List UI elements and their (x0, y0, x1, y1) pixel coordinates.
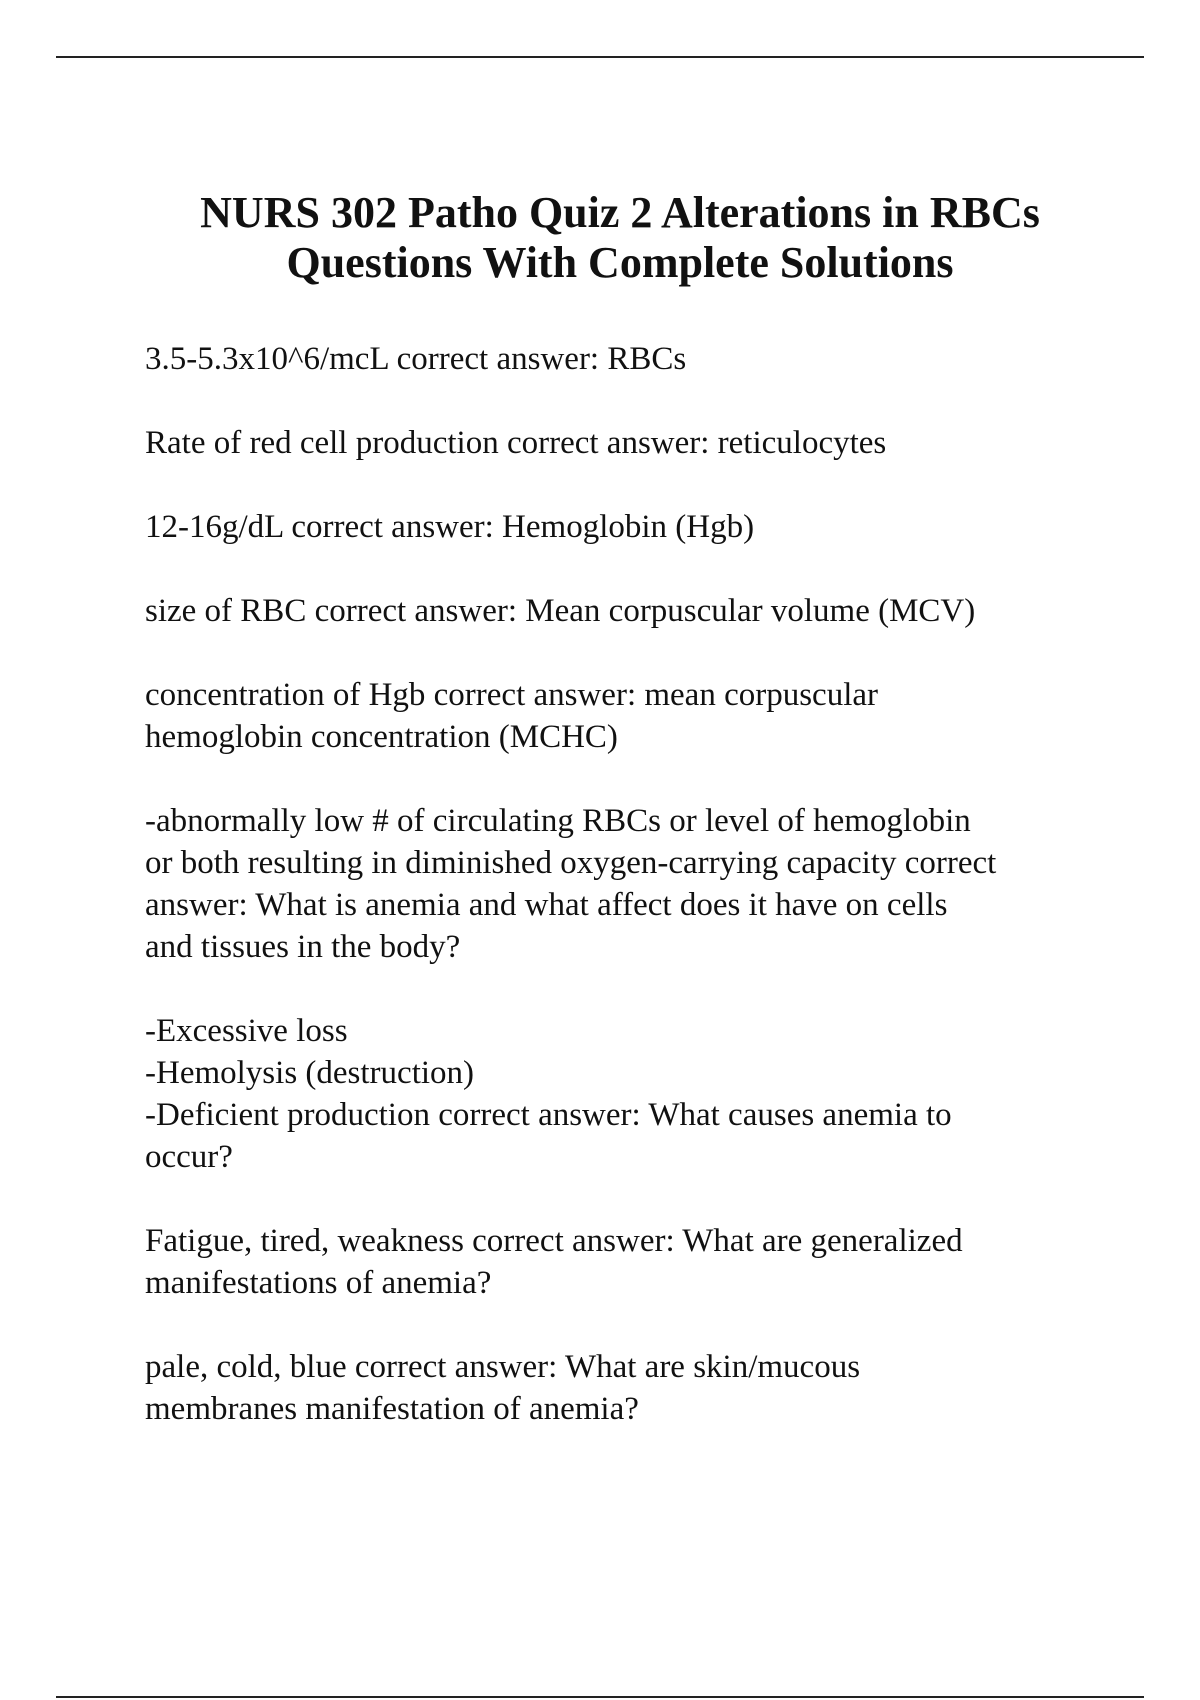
qa-line: and tissues in the body? (145, 929, 461, 965)
qa-line: hemoglobin concentration (MCHC) (145, 719, 618, 755)
qa-entry (145, 800, 1105, 968)
qa-line: -abnormally low # of circulating RBCs or level of hemoglobin (145, 803, 971, 839)
qa-entry (145, 1220, 1105, 1304)
qa-line: Fatigue, tired, weakness correct answer: What are generalized (145, 1223, 963, 1259)
document-title (60, 188, 1180, 288)
qa-entry (145, 1346, 1105, 1430)
qa-entry (145, 1010, 1105, 1178)
qa-line: 3.5-5.3x10^6/mcL correct answer: RBCs (145, 341, 687, 377)
qa-line: membranes manifestation of anemia? (145, 1391, 639, 1427)
title-line: Questions With Complete Solutions (286, 238, 954, 287)
qa-entry (145, 674, 1105, 758)
footer-rule (56, 1696, 1144, 1698)
header-rule (56, 56, 1144, 58)
qa-entry (145, 338, 1105, 380)
qa-entry (145, 590, 1105, 632)
qa-line: or both resulting in diminished oxygen-carrying capacity correct (145, 845, 997, 881)
qa-line: occur? (145, 1139, 233, 1175)
qa-line: manifestations of anemia? (145, 1265, 492, 1301)
qa-line: -Deficient production correct answer: What causes anemia to (145, 1097, 952, 1133)
qa-line: Rate of red cell production correct answer: reticulocytes (145, 425, 887, 461)
qa-line: -Excessive loss (145, 1013, 348, 1049)
qa-line: answer: What is anemia and what affect does it have on cells (145, 887, 948, 923)
qa-line: 12-16g/dL correct answer: Hemoglobin (Hgb) (145, 509, 755, 545)
title-line: NURS 302 Patho Quiz 2 Alterations in RBCs (200, 188, 1040, 237)
qa-line: pale, cold, blue correct answer: What are skin/mucous (145, 1349, 861, 1385)
qa-entry (145, 506, 1105, 548)
qa-list (145, 338, 1105, 1472)
qa-line: size of RBC correct answer: Mean corpuscular volume (MCV) (145, 593, 976, 629)
qa-line: concentration of Hgb correct answer: mean corpuscular (145, 677, 879, 713)
qa-entry (145, 422, 1105, 464)
qa-line: -Hemolysis (destruction) (145, 1055, 475, 1091)
